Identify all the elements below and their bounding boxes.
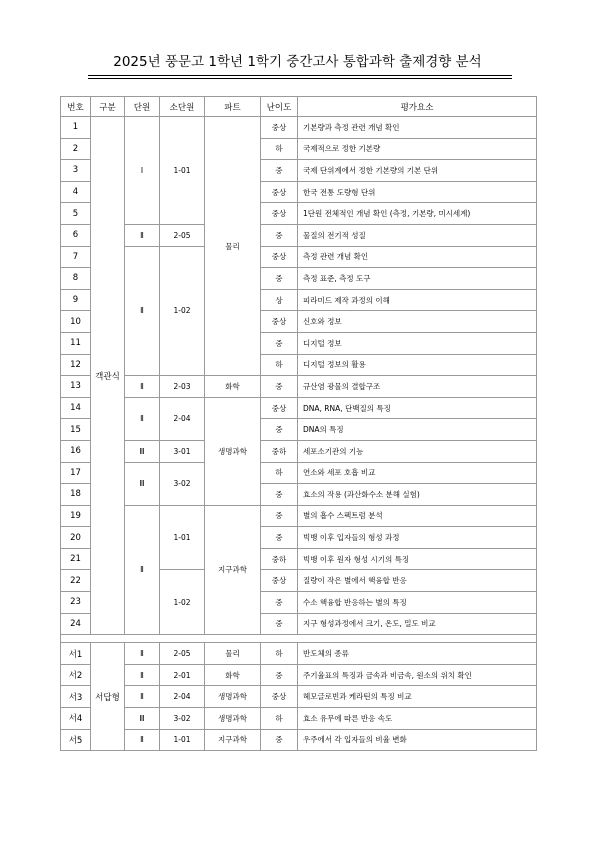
evaluation-cell: 1단원 전체적인 개념 확인 (측정, 기본량, 미시세계) <box>298 203 537 225</box>
row-number: 5 <box>61 203 91 225</box>
row-number: 14 <box>61 397 91 419</box>
difficulty-cell: 하 <box>261 354 298 376</box>
table-header-row <box>61 97 537 117</box>
subunit-cell: 3-02 <box>160 708 205 730</box>
difficulty-cell: 하 <box>261 462 298 484</box>
table-row <box>61 397 537 419</box>
title-underline-thin <box>88 78 512 79</box>
header-part: 파트 <box>205 97 261 117</box>
row-number: 3 <box>61 160 91 182</box>
subunit-cell: 2-05 <box>160 643 205 665</box>
difficulty-cell: 중 <box>261 419 298 441</box>
row-number: 12 <box>61 354 91 376</box>
table-row <box>61 440 537 462</box>
difficulty-cell: 하 <box>261 643 298 665</box>
difficulty-cell: 중 <box>261 527 298 549</box>
subunit-cell: 1-02 <box>160 570 205 635</box>
difficulty-cell: 하 <box>261 708 298 730</box>
evaluation-cell: 빅뱅 이후 입자들의 형성 과정 <box>298 527 537 549</box>
difficulty-cell: 중하 <box>261 440 298 462</box>
evaluation-cell: 빅뱅 이후 원자 형성 시기의 특징 <box>298 548 537 570</box>
subunit-cell: 1-02 <box>160 246 205 376</box>
difficulty-cell: 상 <box>261 289 298 311</box>
evaluation-cell: 효소 유무에 따른 반응 속도 <box>298 708 537 730</box>
exam-analysis-table <box>60 96 537 751</box>
row-number: 18 <box>61 484 91 506</box>
unit-cell: Ⅲ <box>125 440 160 462</box>
row-number: 서2 <box>61 664 91 686</box>
difficulty-cell: 중 <box>261 729 298 751</box>
row-number: 9 <box>61 289 91 311</box>
unit-cell: Ⅱ <box>125 246 160 376</box>
unit-cell: Ⅱ <box>125 397 160 440</box>
subunit-cell: 2-04 <box>160 686 205 708</box>
row-number: 서4 <box>61 708 91 730</box>
page-title: 2025년 풍문고 1학년 1학기 중간고사 통합과학 출제경향 분석 <box>113 54 482 70</box>
subunit-cell: 1-01 <box>160 729 205 751</box>
evaluation-cell: 지구 형성과정에서 크기, 온도, 밀도 비교 <box>298 613 537 635</box>
difficulty-cell: 중상 <box>261 117 298 139</box>
evaluation-cell: 한국 전통 도량형 단위 <box>298 181 537 203</box>
difficulty-cell: 중 <box>261 592 298 614</box>
subunit-cell: 2-05 <box>160 224 205 246</box>
header-unit: 단원 <box>125 97 160 117</box>
subunit-cell: 2-03 <box>160 376 205 398</box>
evaluation-cell: 수소 핵융합 반응하는 별의 특징 <box>298 592 537 614</box>
evaluation-cell: 국제 단위계에서 정한 기본량의 기본 단위 <box>298 160 537 182</box>
difficulty-cell: 중상 <box>261 397 298 419</box>
section-gap <box>61 635 537 643</box>
difficulty-cell: 중상 <box>261 203 298 225</box>
row-number: 7 <box>61 246 91 268</box>
part-cell: 지구과학 <box>205 505 261 635</box>
table-row <box>61 708 537 730</box>
row-number: 11 <box>61 332 91 354</box>
evaluation-cell: 연소와 세포 호흡 비교 <box>298 462 537 484</box>
title-underline <box>88 75 512 76</box>
difficulty-cell: 중상 <box>261 246 298 268</box>
subunit-cell: 3-01 <box>160 440 205 462</box>
subunit-cell: 2-04 <box>160 397 205 440</box>
part-cell: 생명과학 <box>205 708 261 730</box>
difficulty-cell: 중 <box>261 505 298 527</box>
difficulty-cell: 하 <box>261 138 298 160</box>
part-cell: 생명과학 <box>205 397 261 505</box>
row-number: 1 <box>61 117 91 139</box>
difficulty-cell: 중 <box>261 484 298 506</box>
unit-cell: Ⅱ <box>125 643 160 665</box>
table-row <box>61 246 537 268</box>
evaluation-cell: 물질의 전기적 성질 <box>298 224 537 246</box>
difficulty-cell: 중하 <box>261 548 298 570</box>
unit-cell: Ⅱ <box>125 505 160 635</box>
unit-cell: Ⅱ <box>125 729 160 751</box>
difficulty-cell: 중 <box>261 268 298 290</box>
evaluation-cell: 별의 흡수 스펙트럼 분석 <box>298 505 537 527</box>
part-cell: 지구과학 <box>205 729 261 751</box>
difficulty-cell: 중상 <box>261 686 298 708</box>
row-number: 20 <box>61 527 91 549</box>
row-number: 21 <box>61 548 91 570</box>
row-number: 8 <box>61 268 91 290</box>
row-number: 15 <box>61 419 91 441</box>
subunit-cell: 2-01 <box>160 664 205 686</box>
table-row <box>61 117 537 139</box>
difficulty-cell: 중 <box>261 376 298 398</box>
part-cell: 화학 <box>205 376 261 398</box>
evaluation-cell: 세포소기관의 기능 <box>298 440 537 462</box>
difficulty-cell: 중상 <box>261 570 298 592</box>
table-row <box>61 686 537 708</box>
header-category: 구분 <box>91 97 125 117</box>
unit-cell: Ⅱ <box>125 664 160 686</box>
evaluation-cell: 우주에서 각 입자들의 비율 변화 <box>298 729 537 751</box>
evaluation-cell: 디지털 정보의 활용 <box>298 354 537 376</box>
evaluation-cell: 규산염 광물의 결합구조 <box>298 376 537 398</box>
row-number: 4 <box>61 181 91 203</box>
difficulty-cell: 중상 <box>261 311 298 333</box>
subunit-cell: 1-01 <box>160 117 205 225</box>
evaluation-cell: 측정 관련 개념 확인 <box>298 246 537 268</box>
category-subjective: 서답형 <box>91 643 125 751</box>
evaluation-cell: 디지털 정보 <box>298 332 537 354</box>
part-cell: 물리 <box>205 117 261 376</box>
row-number: 23 <box>61 592 91 614</box>
table-row <box>61 664 537 686</box>
row-number: 10 <box>61 311 91 333</box>
unit-cell: Ⅱ <box>125 224 160 246</box>
part-cell: 생명과학 <box>205 686 261 708</box>
row-number: 16 <box>61 440 91 462</box>
evaluation-cell: 주기율표의 특징과 금속과 비금속, 원소의 위치 확인 <box>298 664 537 686</box>
difficulty-cell: 중 <box>261 664 298 686</box>
evaluation-cell: 국제적으로 정한 기본량 <box>298 138 537 160</box>
category-objective: 객관식 <box>91 117 125 635</box>
unit-cell: Ⅲ <box>125 462 160 505</box>
evaluation-cell: 측정 표준, 측정 도구 <box>298 268 537 290</box>
row-number: 13 <box>61 376 91 398</box>
table-row <box>61 376 537 398</box>
table-row <box>61 462 537 484</box>
row-number: 17 <box>61 462 91 484</box>
row-number: 22 <box>61 570 91 592</box>
evaluation-cell: 기본량과 측정 관련 개념 확인 <box>298 117 537 139</box>
row-number: 24 <box>61 613 91 635</box>
header-difficulty: 난이도 <box>261 97 298 117</box>
evaluation-cell: 효소의 작용 (과산화수소 분해 실험) <box>298 484 537 506</box>
row-number: 2 <box>61 138 91 160</box>
part-cell: 물리 <box>205 643 261 665</box>
row-number: 6 <box>61 224 91 246</box>
unit-cell: Ⅰ <box>125 117 160 225</box>
header-number: 번호 <box>61 97 91 117</box>
subunit-cell: 1-01 <box>160 505 205 570</box>
row-number: 서5 <box>61 729 91 751</box>
evaluation-cell: 헤모글로빈과 케라틴의 특징 비교 <box>298 686 537 708</box>
header-evaluation: 평가요소 <box>298 97 537 117</box>
evaluation-cell: 피라미드 제작 과정의 이해 <box>298 289 537 311</box>
difficulty-cell: 중 <box>261 613 298 635</box>
evaluation-cell: DNA의 특징 <box>298 419 537 441</box>
row-number: 서3 <box>61 686 91 708</box>
evaluation-cell: 질량이 작은 별에서 핵융합 반응 <box>298 570 537 592</box>
difficulty-cell: 중 <box>261 160 298 182</box>
table-row <box>61 505 537 527</box>
evaluation-cell: DNA, RNA, 단백질의 특징 <box>298 397 537 419</box>
row-number: 서1 <box>61 643 91 665</box>
unit-cell: Ⅱ <box>125 376 160 398</box>
difficulty-cell: 중 <box>261 224 298 246</box>
unit-cell: Ⅱ <box>125 686 160 708</box>
difficulty-cell: 중상 <box>261 181 298 203</box>
row-number: 19 <box>61 505 91 527</box>
header-subunit: 소단원 <box>160 97 205 117</box>
unit-cell: Ⅲ <box>125 708 160 730</box>
evaluation-cell: 신호와 정보 <box>298 311 537 333</box>
evaluation-cell: 반도체의 종류 <box>298 643 537 665</box>
part-cell: 화학 <box>205 664 261 686</box>
table-row <box>61 643 537 665</box>
subunit-cell: 3-02 <box>160 462 205 505</box>
table-row <box>61 729 537 751</box>
difficulty-cell: 중 <box>261 332 298 354</box>
table-row <box>61 224 537 246</box>
